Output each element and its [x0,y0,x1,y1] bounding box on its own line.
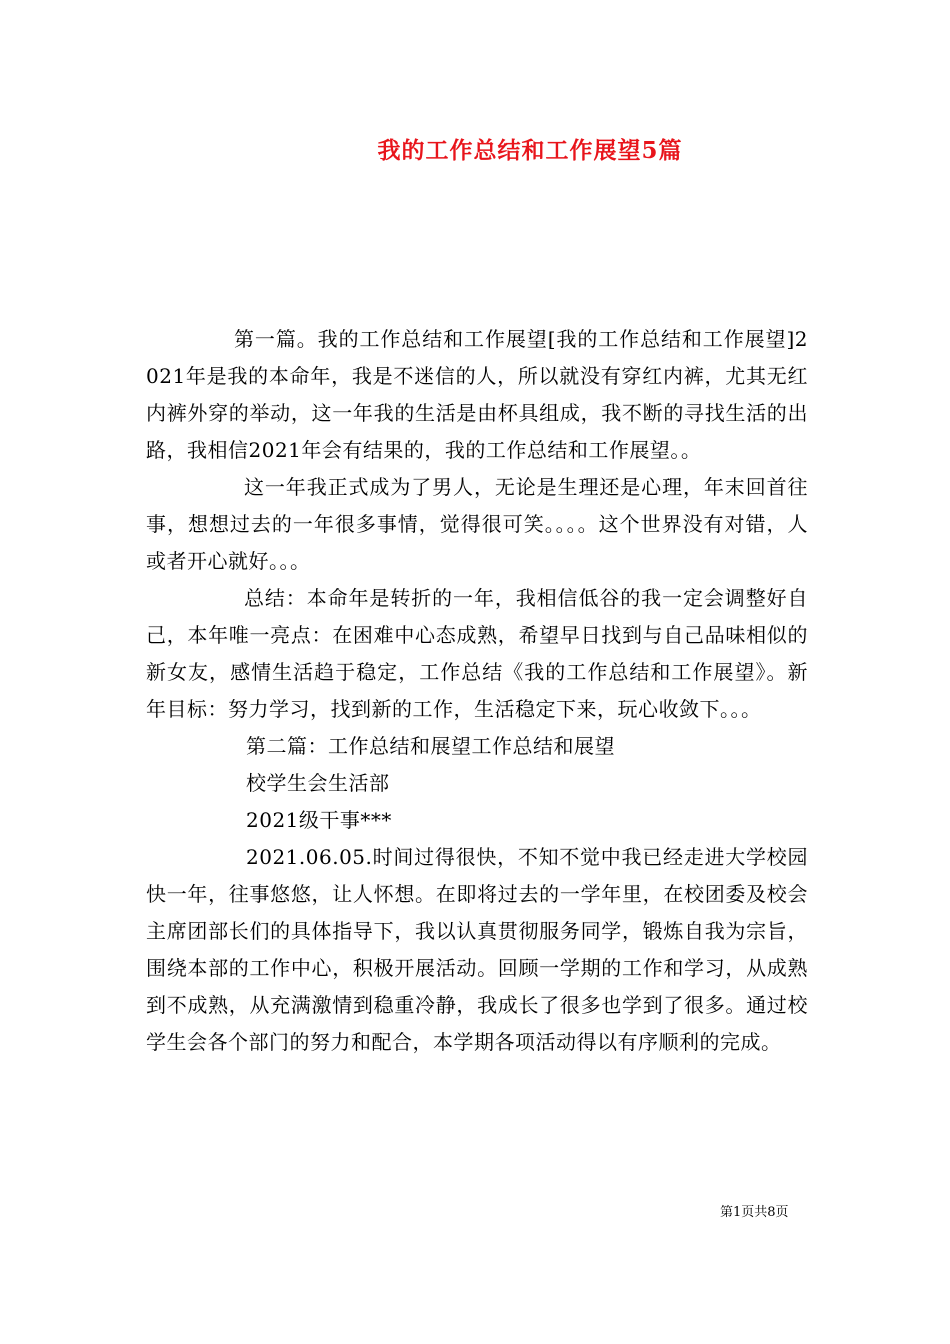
author-line: 2021级干事*** [246,808,392,832]
document-body [146,321,808,1061]
paragraph-4: 2021.06.05.时间过得很快，不知不觉中我已经走进大学校园快一年，往事悠悠，让人怀想。在即将过去的一学年里，在校团委及校会主席团部长们的具体指导下，我以认真贯彻服务同学，锻炼自我为宗旨，围绕本部的工作中心，积极开展活动。回顾一学期的工作和学习，从成熟到不成熟，从充满激情到稳重冷静，我成长了很多也学到了很多。通过校学生会各个部门的努力和配合，本学期各项活动得以有序顺利的完成。 [146,845,808,1054]
paragraph-3: 总结：本命年是转折的一年，我相信低谷的我一定会调整好自己，本年唯一亮点：在困难中心态成熟，希望早日找到与自己品味相似的新女友，感情生活趋于稳定，工作总结《我的工作总结和工作展望》。新年目标：努力学习，找到新的工作，生活稳定下来，玩心收敛下。。。 [146,586,808,721]
document-title: 我的工作总结和工作展望5篇 [377,137,683,164]
paragraph-1: 第一篇。我的工作总结和工作展望[我的工作总结和工作展望]2021年是我的本命年，我是不迷信的人，所以就没有穿红内裤，尤其无红内裤外穿的举动，这一年我的生活是由杯具组成，我不断的寻找生活的出路，我相信2021年会有结果的，我的工作总结和工作展望。。 [146,327,808,462]
department-line: 校学生会生活部 [246,771,390,795]
section-heading-2: 第二篇：工作总结和展望工作总结和展望 [246,734,615,758]
page-number: 第1页共8页 [720,1205,789,1220]
paragraph-2: 这一年我正式成为了男人，无论是生理还是心理，年末回首往事，想想过去的一年很多事情，觉得很可笑。。。。这个世界没有对错，人或者开心就好。。。 [146,475,808,573]
